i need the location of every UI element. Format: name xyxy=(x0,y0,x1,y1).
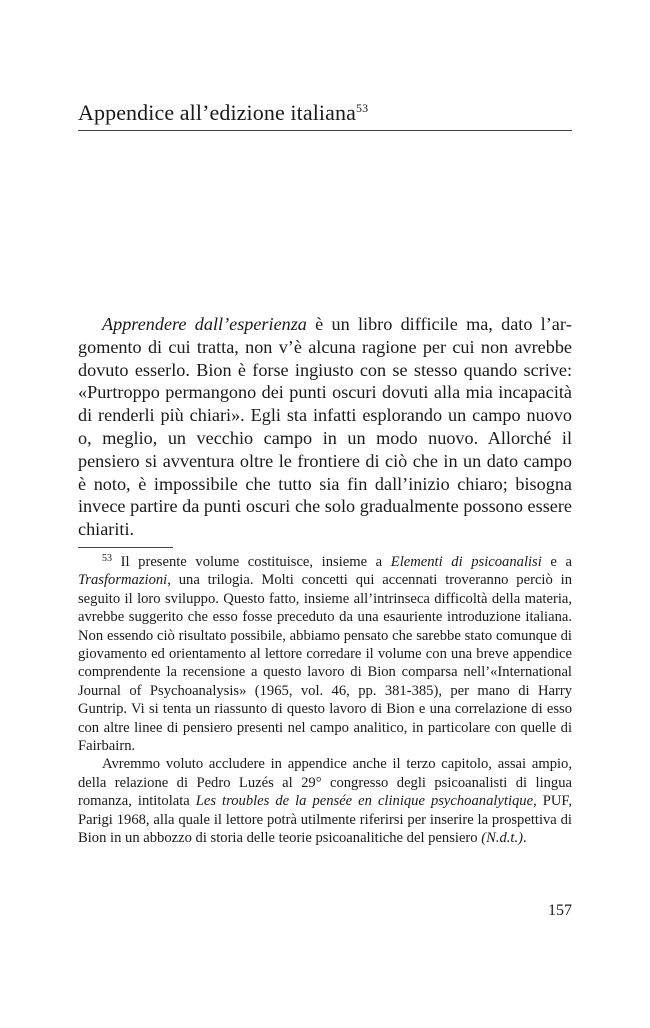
footnote-text: Avremmo voluto accludere in appendice anche il terzo capitolo, assai ampio, della relazione di Pedro Luzés al 29° congresso degli psicoanalisti di lingua romanza, intitolata xyxy=(78,756,572,810)
footnote-book-title: Elementi di psicoanalisi xyxy=(390,554,542,570)
title-underline xyxy=(78,130,572,131)
footnote-book-title: Trasformazioni xyxy=(78,572,168,589)
chapter-title-text: Appendice all’edizione italiana xyxy=(78,100,356,125)
footnote-text: , PUF, Parigi 1968, alla quale il lettore potrà utilmente riferirsi per inserire la prospettiva di Bion in un abbozzo di storia delle teorie psicoanalitiche del pensiero xyxy=(78,793,572,847)
footnote-reference: 53 xyxy=(355,101,369,115)
chapter-title xyxy=(78,98,572,128)
footnote-text: e a xyxy=(541,554,572,570)
page-number: 157 xyxy=(548,902,572,919)
footnote-paragraph-2 xyxy=(78,755,572,847)
footnote-separator xyxy=(78,547,173,548)
footnote xyxy=(78,553,572,848)
footnote-text: , una trilogia. Molti concetti qui accennati troveranno perciò in seguito il loro sviluppo. Questo fatto, insieme all’intrinseca difficoltà della materia, avrebbe suggerito che esso fosse preceduto da una esauriente introduzione italiana. Non essendo ciò risultato possibile, abbiamo pensato che sarebbe stato comunque di giovamento ed orientamento al lettore corredare il volume con una breve appendice comprendente la recensione a questo lavoro di Bion comparsa nell’«International Journal of Psychoanalysis» (1965, vol. 46, pp. 381-385), per mano di Harry Guntrip. Vi si tenta un riassunto di questo lavoro di Bion e una correlazione di esso con altre linee di pensiero presenti nel campo analitico, in particolare con quelle di Fairbairn. xyxy=(78,572,572,755)
footnote-paragraph-1 xyxy=(78,553,572,755)
footnote-text: Il presente volume costituisce, insieme a xyxy=(112,554,391,570)
book-title: Apprendere dall’esperienza xyxy=(102,314,307,334)
footnote-text: . xyxy=(523,830,527,847)
translator-note: (N.d.t.) xyxy=(481,830,523,847)
body-paragraph-text: è un libro difficile ma, dato l’argomento di cui tratta, non v’è alcuna ragione per cui non avrebbe dovuto esserlo. Bion è forse ingiusto con se stesso quando scrive: «Purtroppo permangono dei punti oscuri dovuti alla mia incapacità di renderli più chiari». Egli sta infatti esplorando un campo nuovo o, meglio, un vecchio campo in un modo nuovo. Allorché il pensiero si avventura oltre le frontiere di ciò che in un dato campo è noto, è impossibile che tutto sia fin dall’inizio chiaro; bisogna invece partire da punti oscuri che solo gradualmente possono essere chiariti. xyxy=(78,314,572,540)
footnote-number: 53 xyxy=(102,553,112,564)
footnote-book-title: Les troubles de la pensée en clinique psychoanalytique xyxy=(195,793,534,810)
body-paragraph xyxy=(78,313,572,541)
